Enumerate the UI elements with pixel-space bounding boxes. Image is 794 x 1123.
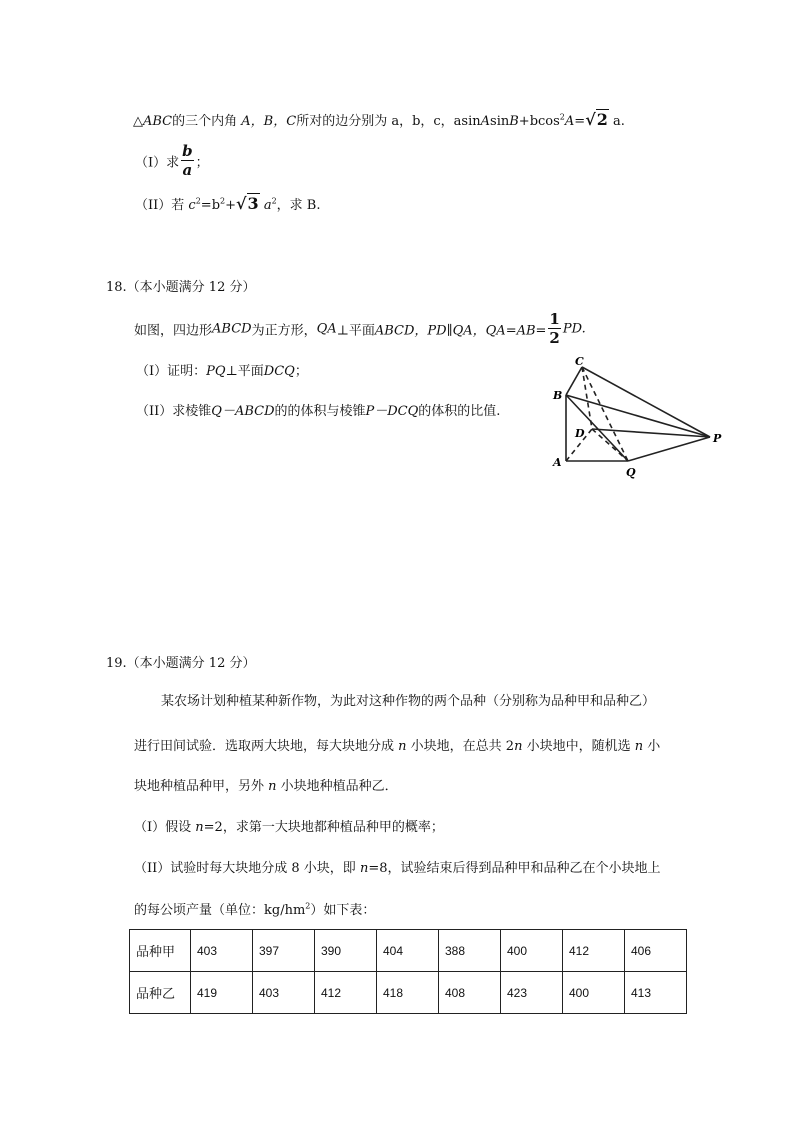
point-label-a: A	[553, 456, 562, 469]
table-cell: 419	[191, 972, 253, 1014]
q18-part1: （I）证明：PQ⊥平面DCQ；	[136, 364, 308, 379]
table-cell: 406	[625, 930, 687, 972]
table-cell: 397	[253, 930, 315, 972]
yield-table	[129, 929, 687, 1014]
table-row	[130, 972, 687, 1014]
point-label-p: P	[713, 432, 722, 445]
table-cell: 404	[377, 930, 439, 972]
q17-statement: △ABC的三个内角 A，B，C所对的边分别为 a，b，c，asinAsinB+bcos$^2$A=√2 a.	[133, 110, 625, 129]
q19-part2-cont: 的每公顷产量（单位：$kg/hm^2$）如下表：	[134, 901, 376, 918]
q19-para-line3: 块地种植品种甲，另外 n 小块地种植品种乙．	[134, 779, 398, 794]
table-cell: 418	[377, 972, 439, 1014]
sqrt-2: √2	[585, 110, 608, 129]
table-cell: 412	[315, 972, 377, 1014]
sqrt-3: √3	[236, 194, 259, 213]
q18-header: 18.（本小题满分 12 分）	[106, 280, 256, 295]
q19-part1: （I）假设 n=2，求第一大块地都种植品种甲的概率；	[134, 820, 444, 835]
q18-statement: 如图，四边形ABCD为正方形，QA⊥平面ABCD，PD∥QA，QA=AB= $\frac{1}{2}$ PD.	[134, 310, 586, 347]
table-cell: 412	[563, 930, 625, 972]
table-cell: 400	[501, 930, 563, 972]
table-row	[130, 930, 687, 972]
table-cell: 408	[439, 972, 501, 1014]
q18-part2: （II）求棱锥Q－ABCD的的体积与棱锥P－DCQ的体积的比值.	[136, 404, 501, 419]
q17-part1: （I）求 $\frac{b}{a}$ ；	[135, 142, 209, 179]
q17-part2: （II）若 $c^2=b^2+√3$ $a^2$，求 B.	[135, 194, 321, 213]
q19-part2: （II）试验时每大块地分成 8 小块，即 n=8，试验结束后得到品种甲和品种乙在个小块地上	[134, 861, 661, 876]
row-label: 品种甲	[130, 930, 191, 972]
point-label-q: Q	[626, 466, 636, 479]
q19-para-line1: 某农场计划种植某种新作物，为此对这种作物的两个品种（分别称为品种甲和品种乙）	[161, 694, 656, 709]
point-label-d: D	[575, 427, 585, 440]
row-label: 品种乙	[130, 972, 191, 1014]
table-cell: 423	[501, 972, 563, 1014]
fraction-b-over-a: $\frac{b}{a}$	[182, 142, 193, 179]
table-cell: 403	[191, 930, 253, 972]
table-cell: 413	[625, 972, 687, 1014]
fraction-one-half: $\frac{1}{2}$	[549, 310, 560, 347]
point-label-b: B	[553, 389, 563, 402]
table-cell: 400	[563, 972, 625, 1014]
table-cell: 388	[439, 930, 501, 972]
point-label-c: C	[575, 355, 584, 368]
q19-header: 19.（本小题满分 12 分）	[106, 656, 256, 671]
table-cell: 403	[253, 972, 315, 1014]
table-cell: 390	[315, 930, 377, 972]
q19-para-line2: 进行田间试验．选取两大块地，每大块地分成 n 小块地，在总共 2n 小块地中，随机选 n 小	[134, 739, 661, 754]
pyramid-figure	[548, 355, 728, 480]
